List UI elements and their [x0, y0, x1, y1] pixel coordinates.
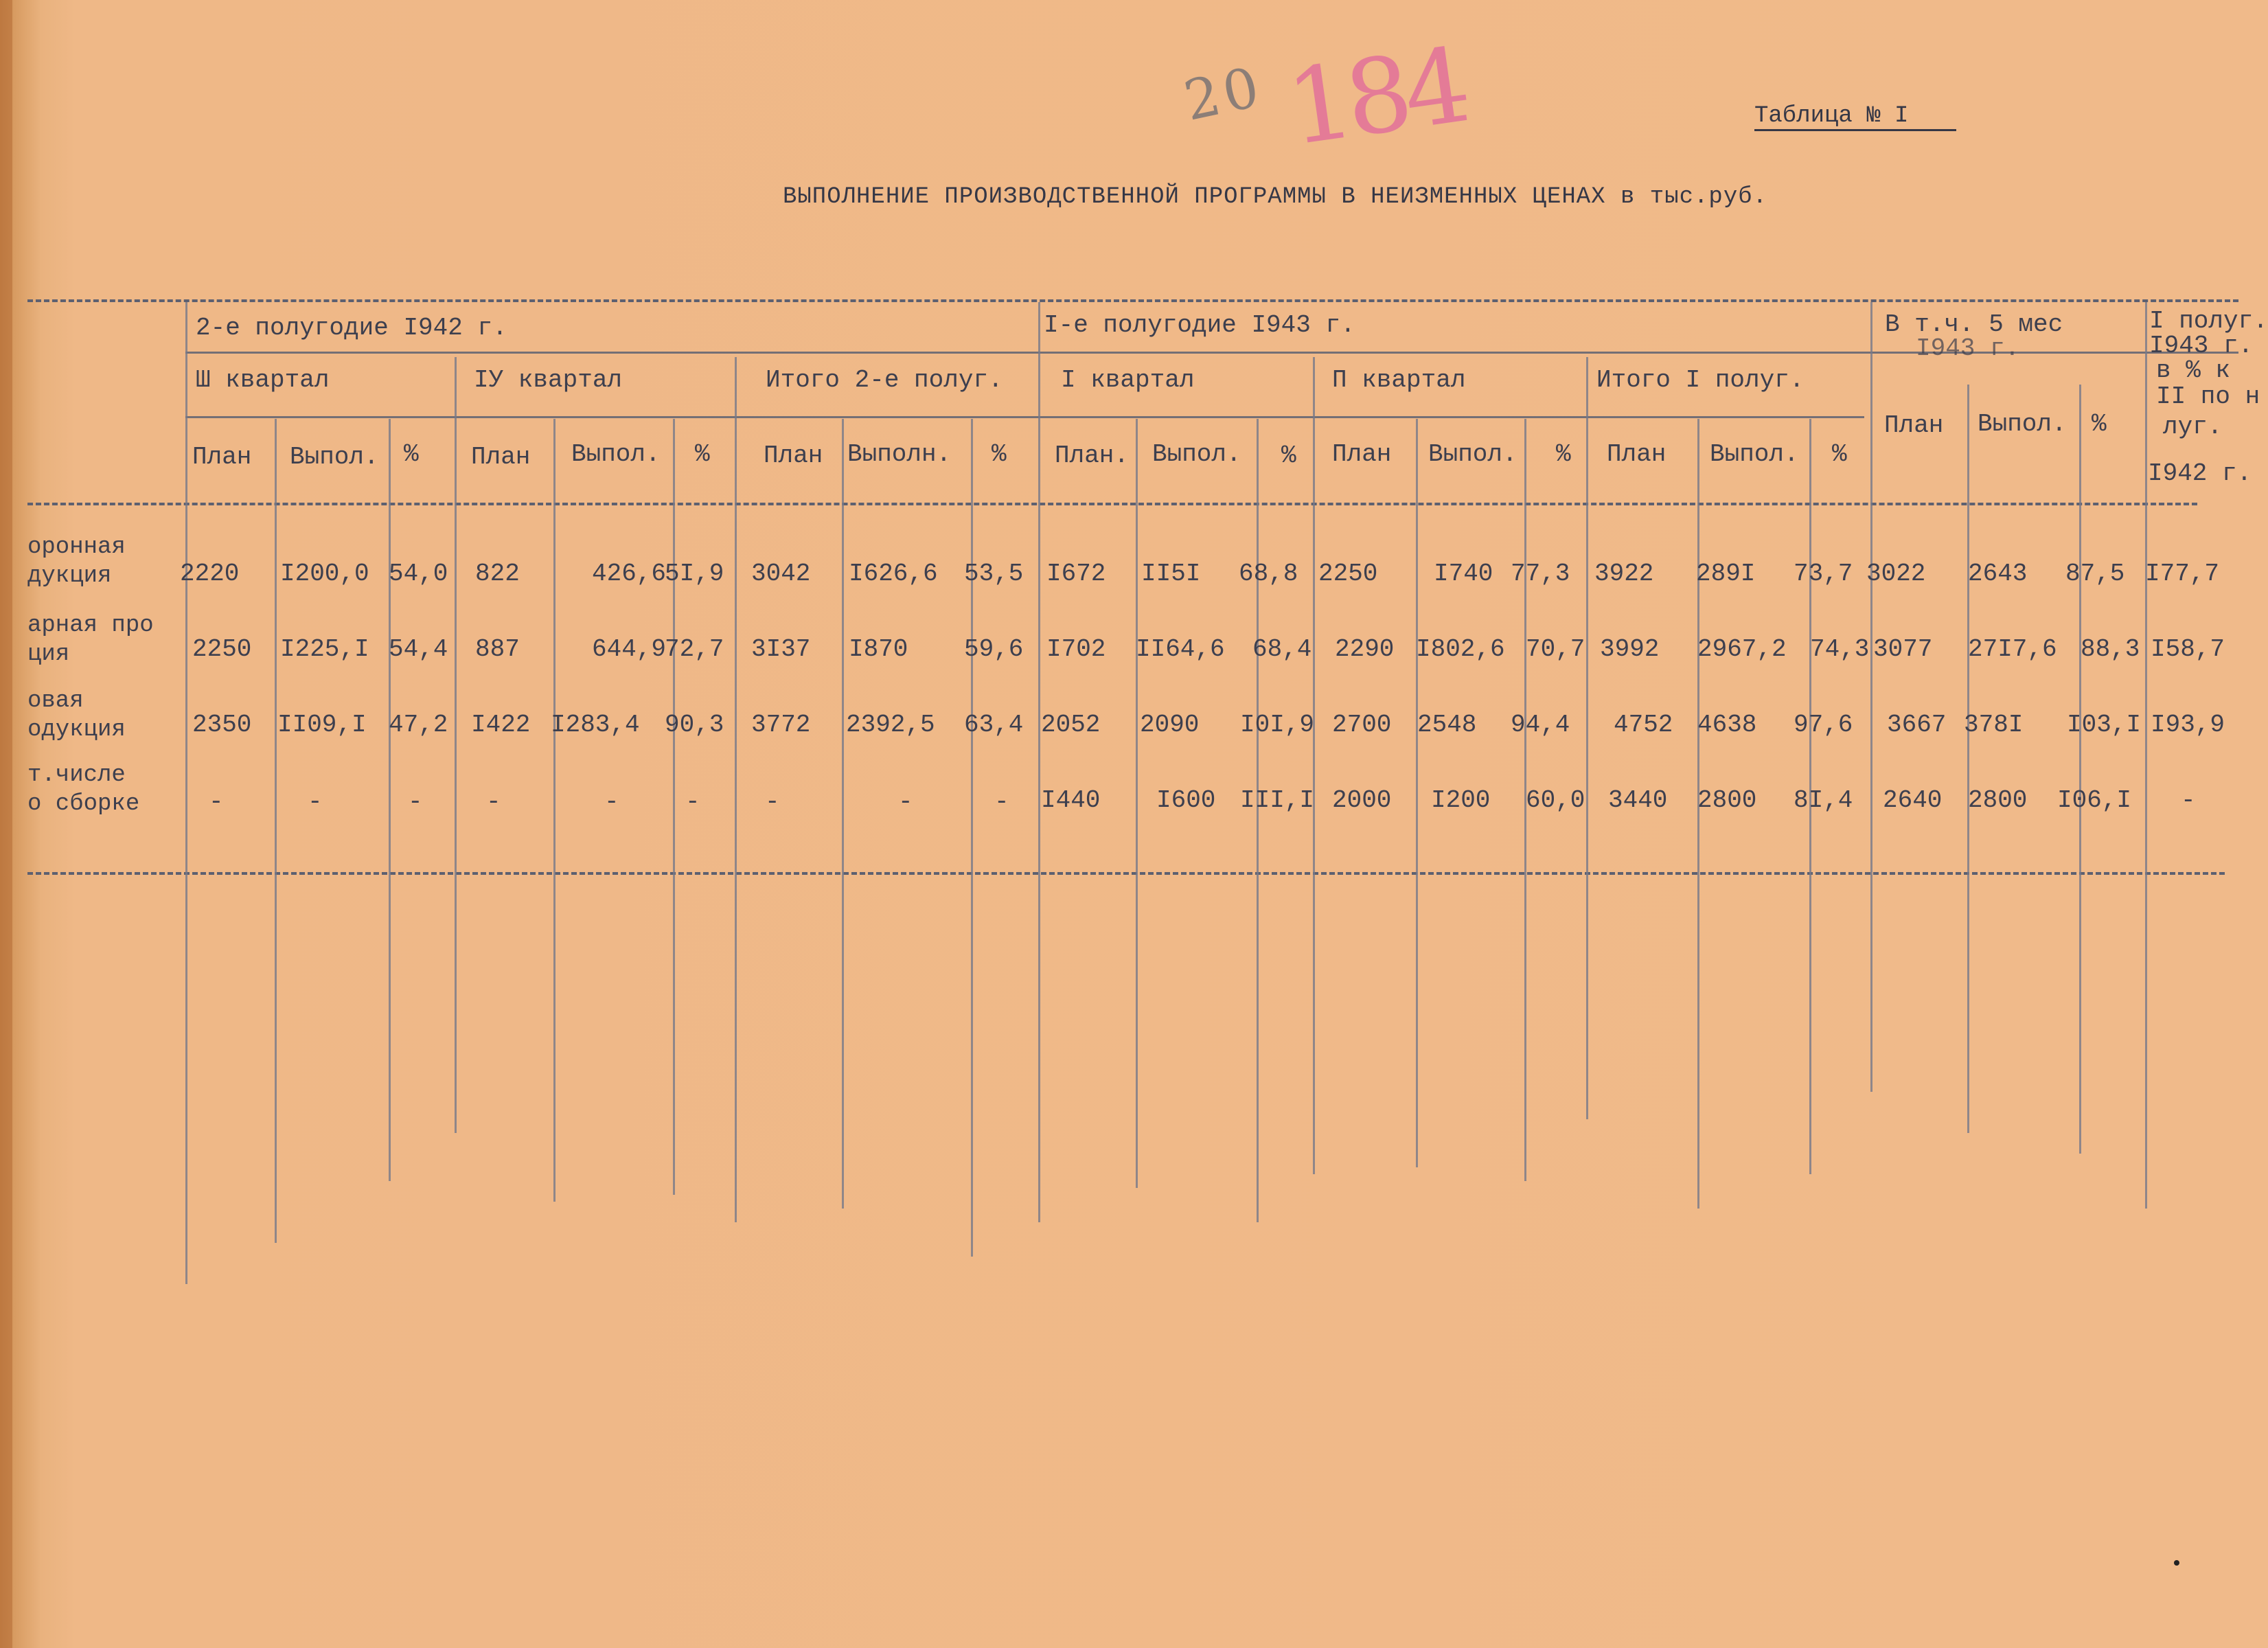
table-cell: 2392,5 [846, 711, 935, 739]
header-q1-1943: I квартал [1061, 366, 1195, 394]
subheader: План. [1055, 442, 1130, 470]
col-rule [1313, 357, 1315, 1174]
table-cell: - [604, 788, 619, 816]
row-label: арная про ция [27, 613, 154, 667]
header-last-col-line3: в % к [2156, 356, 2231, 385]
table-cell: 3440 [1608, 786, 1668, 814]
table-cell: I93,9 [2151, 711, 2225, 739]
table-cell: 3772 [751, 711, 811, 739]
table-cell: 2090 [1140, 711, 1200, 739]
pencil-page-number: 20 [1178, 54, 1269, 133]
table-cell: 63,4 [964, 711, 1024, 739]
col-rule [2145, 302, 2147, 1209]
subheader: % [695, 440, 710, 468]
col-rule [1967, 385, 1969, 1133]
subheader: % [1832, 440, 1847, 468]
table-top-rule [27, 299, 2238, 302]
table-cell: I626,6 [849, 560, 938, 588]
subheader: План [764, 442, 823, 470]
col-rule [1416, 419, 1418, 1167]
table-cell: - [765, 788, 780, 816]
subheader: Выпол. [290, 443, 379, 471]
table-cell: III,I [1240, 786, 1315, 814]
table-cell: 97,6 [1794, 711, 1853, 739]
header-total-h2-1942: Итого 2-е полуг. [766, 366, 1003, 394]
table-cell: - [994, 788, 1009, 816]
table-cell: 2000 [1332, 786, 1392, 814]
table-cell: 54,4 [389, 635, 448, 663]
subheader: % [992, 440, 1007, 468]
table-cell: 59,6 [964, 635, 1024, 663]
table-cell: I200,0 [280, 560, 369, 588]
table-cell: 8I,4 [1794, 786, 1853, 814]
table-cell: - [486, 788, 501, 816]
table-cell: 72,7 [665, 635, 724, 663]
table-cell: 644,9 [592, 635, 667, 663]
header-five-months: В т.ч. 5 мес [1885, 310, 2063, 339]
table-cell: 73,7 [1794, 560, 1853, 588]
table-cell: 2290 [1335, 635, 1395, 663]
table-cell: 60,0 [1526, 786, 1585, 814]
subheader: % [2092, 410, 2107, 438]
table-cell: 53,5 [964, 560, 1024, 588]
subheader: План [1884, 411, 1944, 439]
table-cell: 3667 [1887, 711, 1947, 739]
table-cell: 378I [1964, 711, 2024, 739]
table-cell: - [209, 788, 224, 816]
header-total-h1-1943: Итого I полуг. [1596, 366, 1805, 394]
table-cell: I06,I [2057, 786, 2132, 814]
header-last-col-line1: I полуг. [2149, 307, 2268, 335]
row-label: овая одукция [27, 688, 126, 743]
header-q3-1942: Ш квартал [196, 366, 330, 394]
table-cell: 77,3 [1511, 560, 1570, 588]
table-cell: 70,7 [1526, 635, 1585, 663]
col-rule [1870, 302, 1872, 1092]
subheader: План [192, 443, 252, 471]
quarter-rule [185, 416, 1864, 418]
col-rule [2079, 385, 2081, 1154]
header-q4-1942: IУ квартал [474, 366, 623, 394]
table-cell: 3022 [1866, 560, 1926, 588]
table-cell: II09,I [277, 711, 367, 739]
col-rule [1038, 302, 1040, 1222]
subheader: Выполн. [847, 440, 952, 468]
table-cell: 887 [475, 635, 520, 663]
table-cell: 4752 [1614, 711, 1673, 739]
page-title: ВЫПОЛНЕНИЕ ПРОИЗВОДСТВЕННОЙ ПРОГРАММЫ В НЕИЗМЕННЫХ ЦЕНАХ в тыс.руб. [783, 184, 1768, 210]
table-cell: 3922 [1594, 560, 1654, 588]
pink-page-number: 184 [1280, 26, 1471, 169]
table-cell: - [2181, 786, 2196, 814]
table-cell: 3I37 [751, 635, 811, 663]
table-cell: 426,6 [592, 560, 667, 588]
table-cell: 822 [475, 560, 520, 588]
table-cell: I802,6 [1416, 635, 1505, 663]
subheader: План [1332, 440, 1392, 468]
table-cell: I422 [471, 711, 531, 739]
table-cell: 2350 [192, 711, 252, 739]
table-cell: 3077 [1873, 635, 1933, 663]
table-cell: 2548 [1417, 711, 1477, 739]
table-cell: 2640 [1883, 786, 1943, 814]
table-cell: I600 [1156, 786, 1216, 814]
col-rule [1586, 357, 1588, 1119]
header-half-1943: I-е полугодие I943 г. [1044, 311, 1355, 339]
table-cell: I0I,9 [1240, 711, 1315, 739]
header-last-col-line2: I943 г. [2149, 332, 2254, 360]
table-cell: 87,5 [2065, 560, 2125, 588]
table-cell: 27I7,6 [1968, 635, 2057, 663]
table-cell: 2220 [180, 560, 240, 588]
header-last-col-line4: II по н [2156, 382, 2260, 411]
table-cell: 2700 [1332, 711, 1392, 739]
table-cell: I58,7 [2151, 635, 2225, 663]
table-cell: I283,4 [551, 711, 640, 739]
table-cell: 74,3 [1810, 635, 1870, 663]
table-cell: I77,7 [2145, 560, 2220, 588]
table-cell: II64,6 [1136, 635, 1225, 663]
table-cell: 2800 [1697, 786, 1757, 814]
subheader: Выпол. [1710, 440, 1799, 468]
col-rule [455, 357, 457, 1133]
table-cell: 88,3 [2081, 635, 2140, 663]
table-cell: I672 [1046, 560, 1106, 588]
col-rule [553, 419, 555, 1202]
table-cell: 4638 [1697, 711, 1757, 739]
table-cell: 2800 [1968, 786, 2028, 814]
table-cell: 2250 [1318, 560, 1378, 588]
table-cell: I440 [1041, 786, 1101, 814]
header-last-col-line6: I942 г. [2148, 459, 2252, 488]
subheader: Выпол. [1152, 440, 1241, 468]
row-label: т.числе о сборке [27, 762, 140, 817]
table-cell: I740 [1434, 560, 1493, 588]
header-q2-1943: П квартал [1332, 366, 1466, 394]
table-label: Таблица № I [1754, 103, 1956, 131]
header-last-col-line5: луг. [2163, 413, 2223, 441]
subheader: План [1607, 440, 1666, 468]
table-cell: 68,8 [1239, 560, 1298, 588]
table-cell: 47,2 [389, 711, 448, 739]
table-cell: I870 [849, 635, 908, 663]
header-five-months-year: I943 г. [1916, 334, 2020, 363]
table-cell: - [898, 788, 913, 816]
table-cell: 54,0 [389, 560, 448, 588]
col-rule [389, 419, 391, 1181]
table-cell: - [408, 788, 423, 816]
table-cell: 68,4 [1252, 635, 1312, 663]
table-cell: 289I [1696, 560, 1756, 588]
subheader: % [1281, 442, 1296, 470]
subheader: Выпол. [571, 440, 661, 468]
table-cell: II5I [1141, 560, 1201, 588]
subheader: Выпол. [1428, 440, 1517, 468]
subheader: Выпол. [1978, 410, 2067, 438]
subheader: % [1556, 440, 1571, 468]
paper-edge [0, 0, 12, 1648]
header-half-1942: 2-е полугодие I942 г. [196, 314, 507, 342]
table-cell: - [685, 788, 700, 816]
table-cell: 2967,2 [1697, 635, 1787, 663]
table-bottom-rule [27, 872, 2225, 875]
col-rule [1257, 419, 1259, 1222]
col-rule [971, 419, 973, 1257]
table-cell: 94,4 [1511, 711, 1570, 739]
table-cell: 2643 [1968, 560, 2028, 588]
table-cell: I03,I [2067, 711, 2142, 739]
table-cell: 90,3 [665, 711, 724, 739]
subheader: % [404, 440, 419, 468]
table-cell: 5I,9 [665, 560, 724, 588]
ink-dot [2174, 1560, 2179, 1566]
table-cell: 2052 [1041, 711, 1101, 739]
col-rule [735, 357, 737, 1222]
col-rule [275, 419, 277, 1243]
subheader: План [471, 443, 531, 471]
col-rule [185, 302, 187, 1284]
table-cell: I702 [1046, 635, 1106, 663]
table-cell: 2250 [192, 635, 252, 663]
table-cell: 3042 [751, 560, 811, 588]
table-cell: I225,I [280, 635, 369, 663]
table-cell: I200 [1431, 786, 1491, 814]
col-rule [1136, 419, 1138, 1188]
col-rule [673, 419, 675, 1195]
col-rule [842, 419, 844, 1209]
row-label: оронная дукция [27, 534, 126, 589]
table-cell: - [308, 788, 323, 816]
table-cell: 3992 [1600, 635, 1660, 663]
